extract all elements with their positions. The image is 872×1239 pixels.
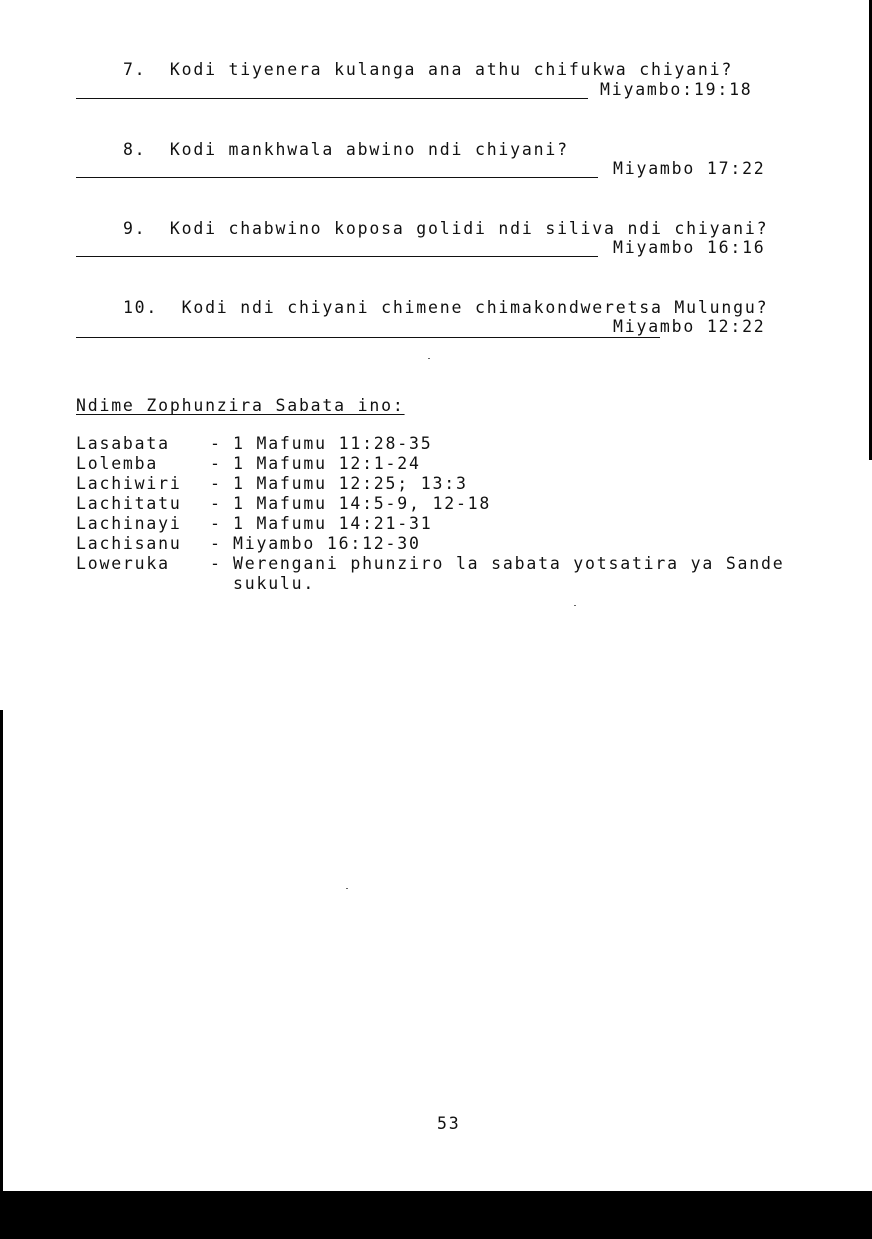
schedule-dash: - — [210, 554, 222, 573]
schedule-passage: Werengani phunziro la sabata yotsatira ya Sande — [233, 554, 785, 573]
question-text: Kodi mankhwala abwino ndi chiyani? — [169, 140, 569, 159]
scan-speck — [574, 605, 576, 606]
question-reference: Miyambo 17:22 — [613, 159, 766, 178]
schedule-dash: - — [210, 454, 222, 473]
question-number: 7. — [122, 60, 147, 79]
schedule-passage: 1 Mafumu 12:1-24 — [233, 454, 421, 473]
schedule-passage: Miyambo 16:12-30 — [233, 534, 421, 553]
schedule-dash: - — [210, 434, 222, 453]
question-reference: Miyambo:19:18 — [600, 80, 753, 99]
schedule-passage: 1 Mafumu 14:5-9, 12-18 — [233, 494, 492, 513]
schedule-passage: 1 Mafumu 14:21-31 — [233, 514, 433, 533]
question-reference: Miyambo 12:22 — [613, 317, 766, 336]
scan-speck — [428, 358, 430, 359]
page-number: 53 — [437, 1114, 461, 1133]
schedule-day: Lachisanu — [76, 534, 182, 553]
question-reference: Miyambo 16:16 — [613, 238, 766, 257]
schedule-dash: - — [210, 514, 222, 533]
schedule-dash: - — [210, 494, 222, 513]
answer-line[interactable] — [76, 256, 598, 257]
scan-speck — [346, 888, 348, 889]
schedule-day: Lachiwiri — [76, 474, 182, 493]
schedule-dash: - — [210, 534, 222, 553]
question-8 — [76, 120, 569, 180]
schedule-day: Lachitatu — [76, 494, 182, 513]
schedule-day: Loweruka — [76, 554, 170, 573]
schedule-passage-continued: sukulu. — [233, 574, 316, 593]
question-text: Kodi tiyenera kulanga ana athu chifukwa chiyani? — [169, 60, 734, 79]
answer-line[interactable] — [76, 337, 660, 338]
question-number: 10. — [122, 298, 159, 317]
question-text: Kodi chabwino koposa golidi ndi siliva ndi chiyani? — [169, 219, 769, 238]
schedule-dash: - — [210, 474, 222, 493]
scan-border-left — [0, 710, 3, 1200]
question-number: 8. — [122, 140, 147, 159]
answer-line[interactable] — [76, 98, 588, 99]
schedule-passage: 1 Mafumu 12:25; 13:3 — [233, 474, 468, 493]
question-number: 9. — [122, 219, 147, 238]
scan-border-bottom — [0, 1191, 872, 1239]
schedule-passage: 1 Mafumu 11:28-35 — [233, 434, 433, 453]
question-text: Kodi ndi chiyani chimene chimakondweretsa Mulungu? — [181, 298, 769, 317]
schedule-day: Lachinayi — [76, 514, 182, 533]
answer-line[interactable] — [76, 177, 598, 178]
readings-heading: Ndime Zophunzira Sabata ino: — [76, 396, 405, 415]
schedule-day: Lolemba — [76, 454, 159, 473]
schedule-day: Lasabata — [76, 434, 170, 453]
